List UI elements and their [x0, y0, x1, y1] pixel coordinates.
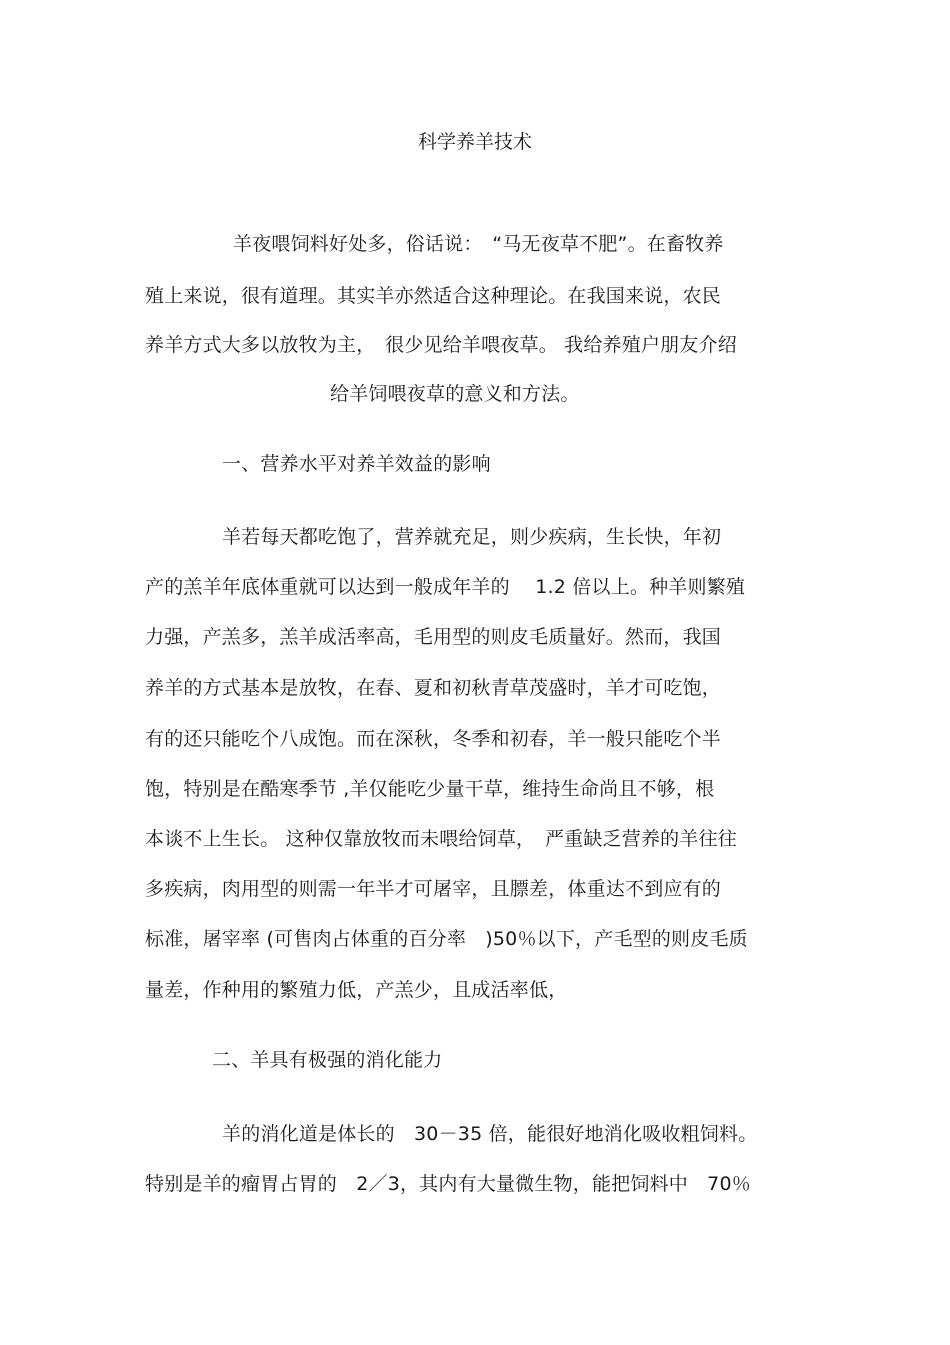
section1-line-2: 产的羔羊年底体重就可以达到一般成年羊的 1.2 倍以上。种羊则繁殖 — [145, 576, 746, 598]
section1-line-7: 本谈不上生长。 这种仅靠放牧而未喂给饲草， 严重缺乏营养的羊往往 — [145, 828, 737, 850]
section1-line-1: 羊若每天都吃饱了，营养就充足，则少疾病，生长快，年初 — [222, 526, 722, 548]
section2-line-1: 羊的消化道是体长的 30－35 倍，能很好地消化吸收粗饲料。 — [222, 1123, 758, 1145]
section1-heading: 一、营养水平对养羊效益的影响 — [222, 453, 491, 475]
section2-heading: 二、羊具有极强的消化能力 — [212, 1049, 443, 1071]
section1-line-10: 量差，作种用的繁殖力低，产羔少，且成活率低， — [145, 979, 568, 1001]
section1-line-6: 饱，特别是在酷寒季节 ,羊仅能吃少量干草，维持生命尚且不够，根 — [145, 778, 715, 800]
section1-line-9: 标准，屠宰率 (可售肉占体重的百分率 )50％以下，产毛型的则皮毛质 — [145, 928, 748, 950]
intro-line-3: 养羊方式大多以放牧为主， 很少见给羊喂夜草。 我给养殖户朋友介绍 — [145, 334, 737, 356]
intro-line-1: 羊夜喂饲料好处多，俗话说： “马无夜草不肥”。在畜牧养 — [233, 233, 724, 255]
section1-line-3: 力强，产羔多，羔羊成活率高，毛用型的则皮毛质量好。然而，我国 — [145, 626, 722, 648]
section2-line-2: 特别是羊的瘤胃占胃的 2／3，其内有大量微生物，能把饲料中 70％ — [145, 1173, 751, 1195]
section1-line-5: 有的还只能吃个八成饱。而在深秋，冬季和初春，羊一般只能吃个半 — [145, 728, 722, 750]
section1-line-8: 多疾病，肉用型的则需一年半才可屠宰，且膘差，体重达不到应有的 — [145, 878, 722, 900]
section1-line-4: 养羊的方式基本是放牧，在春、夏和初秋青草茂盛时，羊才可吃饱， — [145, 677, 722, 699]
document-title: 科学养羊技术 — [417, 131, 532, 153]
intro-line-4: 给羊饲喂夜草的意义和方法。 — [330, 383, 580, 405]
intro-line-2: 殖上来说，很有道理。其实羊亦然适合这种理论。在我国来说，农民 — [145, 285, 722, 307]
